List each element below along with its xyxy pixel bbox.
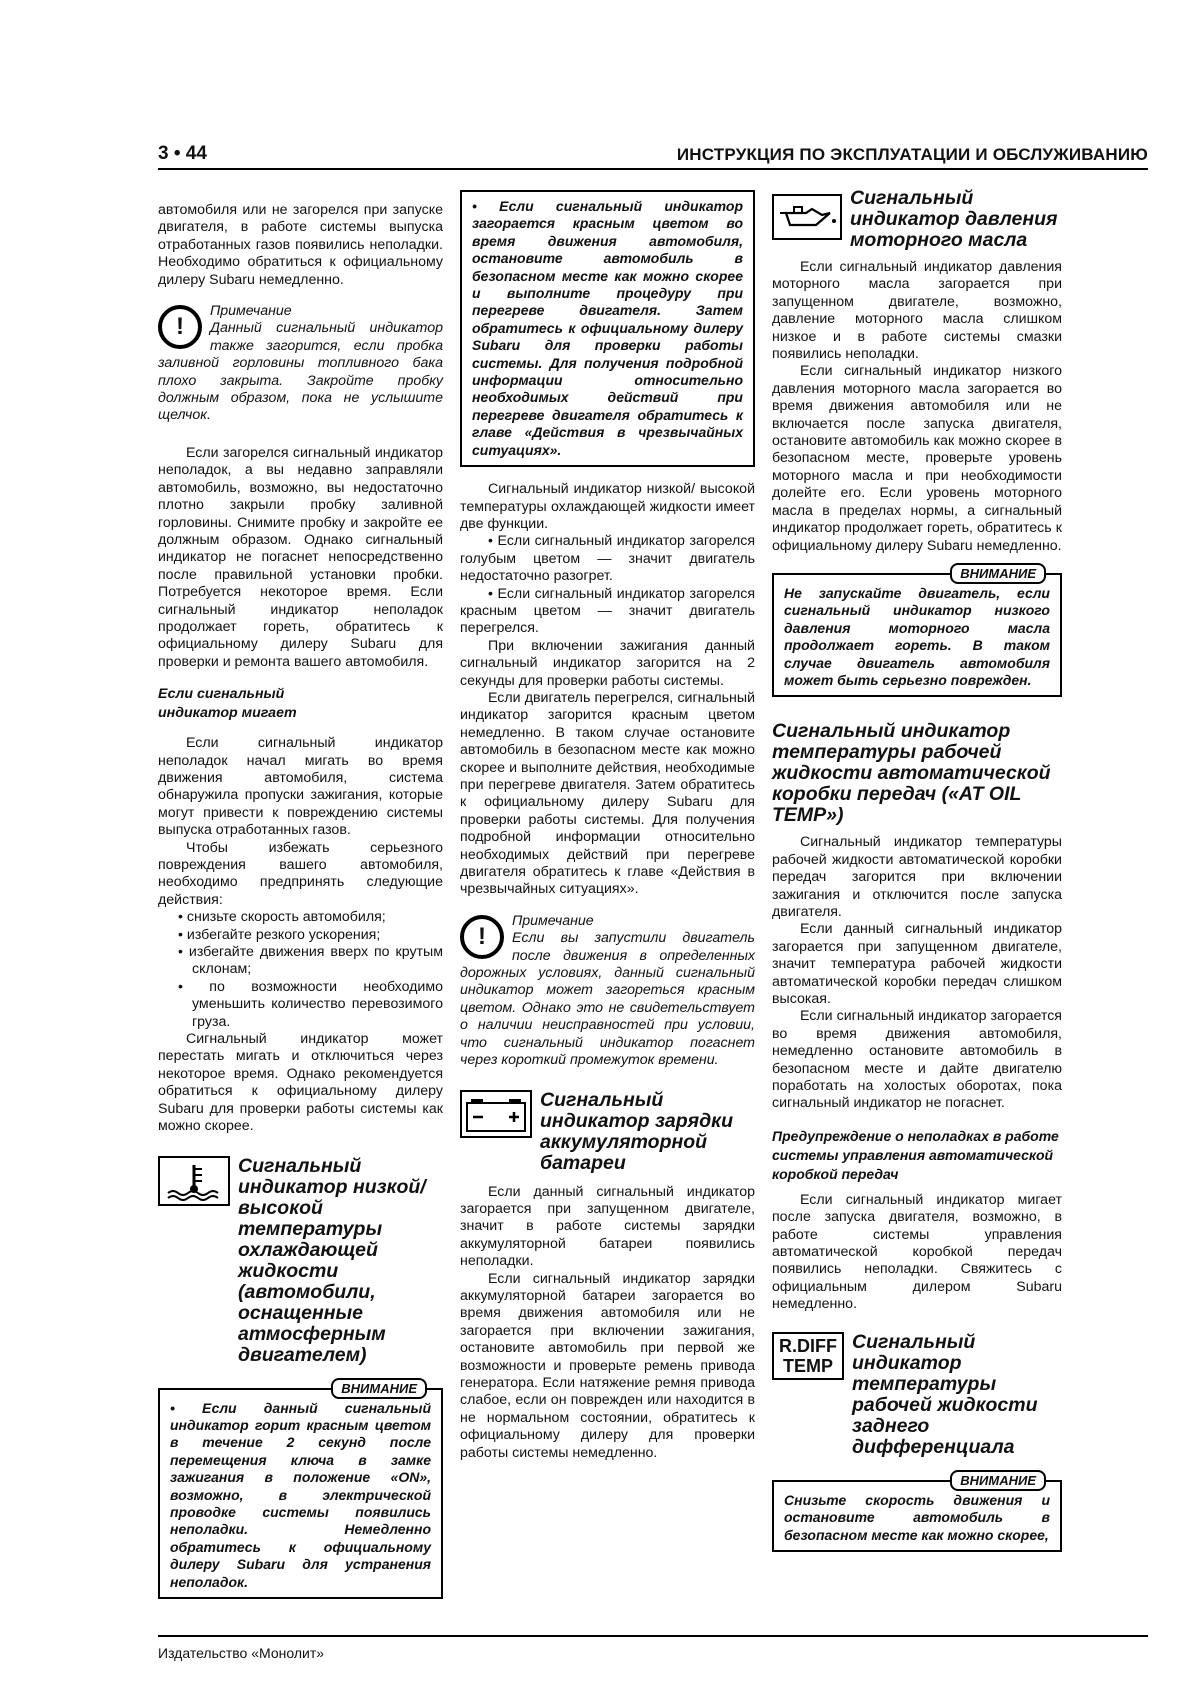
paragraph: Если сигнальный индикатор неполадок начал мигать во время движения автомобиля, система обнаружила пропуски зажигания, которые могут привести к повреждению системы выпуска отработанных газов. (158, 735, 443, 839)
paragraph: Если данный сигнальный индикатор загорается при запущенном двигателе, значит в работе системы зарядки аккумуляторной батареи появились неполадки. (460, 1183, 755, 1270)
subheading: Предупреждение о неполадках в работе системы управления автоматической коробкой передач (772, 1127, 1059, 1182)
icon-label: TEMP (782, 1355, 833, 1376)
coolant-temperature-icon (158, 1156, 230, 1206)
section-heading (460, 1090, 755, 1174)
note-title: Примечание (512, 912, 594, 929)
section-heading (772, 188, 1062, 251)
battery-icon (460, 1090, 532, 1138)
exclamation-note-icon: ! (158, 305, 202, 349)
section-heading (772, 1332, 1062, 1458)
note-text: Данный сигнальный индикатор также загорится, если пробка заливной горловины топливного бака плохо закрыта. Закройте пробку должным образом, пока не услышите щелчок. (158, 320, 443, 424)
note-block (460, 913, 755, 1070)
paragraph: Если сигнальный индикатор загорается во время движения автомобиля, немедленно остановите автомобиль в безопасном месте и дайте двигателю поработать на холостых оборотах, пока сигнальный индикатор не погаснет. (772, 1008, 1062, 1112)
paragraph: Если данный сигнальный индикатор загорается при запущенном двигателе, значит температура рабочей жидкости автоматической коробки передач слишком высокая. (772, 921, 1062, 1007)
exclamation-note-icon: ! (460, 915, 504, 959)
section-title: Сигнальный индикатор зарядки аккумуляторной батареи (540, 1088, 733, 1174)
oil-can-icon (772, 194, 842, 240)
rear-diff-temp-icon (772, 1332, 844, 1380)
section-title: Сигнальный индикатор температуры рабочей жидкости заднего дифференциала (852, 1330, 1038, 1458)
section-title: Сигнальный индикатор низкой/ высокой температуры охлаждающей жидкости (автомобили, оснащенные атмосферным двигателем) (238, 1154, 426, 1366)
warning-box (772, 565, 1062, 697)
paragraph: Сигнальный индикатор может перестать мигать и отключиться через некоторое время. Однако рекомендуется обратиться к официальному дилеру Subaru для проверки работы системы как можно скорее. (158, 1031, 443, 1135)
warning-text: Не запускайте двигатель, если сигнальный индикатор низкого давления моторного масла продолжает гореть. В таком случае двигатель автомобиля может быть серьезно поврежден. (784, 584, 1050, 688)
note-title: Примечание (210, 303, 292, 320)
list-item: • снизьте скорость автомобиля; (178, 909, 386, 926)
list-item: • избегайте движения вверх по крутым склонам; (178, 944, 443, 978)
warning-text: • Если данный сигнальный индикатор горит красным цветом в течение 2 секунд после перемещения ключа в замке зажигания в положение «ON», возможно, в электрической проводке системы появились неполадки. Немедленно обратитесь к официальному дилеру Subaru для устранения неполадок. (170, 1399, 431, 1590)
paragraph: Если двигатель перегрелся, сигнальный индикатор загорится красным цветом немедленно. В таком случае остановите автомобиль в безопасном месте как можно скорее и выполните действия, необходимые при перегреве двигателя. Затем обратитесь к официальному дилеру Subaru для проверки работы системы. Для получения подробной информации относительно необходимых действий при перегреве двигателя обратитесь к главе «Действия в чрезвычайных ситуациях». (460, 689, 755, 898)
warning-text: Снизьте скорость движения и остановите автомобиль в безопасном месте как можно скорее, (784, 1491, 1050, 1543)
note-block (158, 303, 443, 425)
warning-label: ВНИМАНИЕ (950, 563, 1046, 584)
warning-box (158, 1380, 443, 1599)
list-item: • избегайте резкого ускорения; (178, 926, 381, 943)
subheading-line: индикатор мигает (158, 705, 297, 722)
paragraph: • Если сигнальный индикатор загорелся красным цветом — значит двигатель перегрелся. (460, 585, 755, 637)
section-heading (158, 1156, 443, 1366)
paragraph: • Если сигнальный индикатор загорелся голубым цветом — значит двигатель недостаточно разогрет. (460, 533, 755, 585)
paragraph: Если сигнальный индикатор зарядки аккумуляторной батареи загорается во время движения автомобиля или не загорается при включении зажигания, остановите автомобиль при первой же возможности и проверьте ремень привода генератора. Если натяжение ремня привода слабое, если он поврежден или находится в не нормальном состоянии, обратитесь к официальному дилеру для проверки работы системы немедленно. (460, 1270, 755, 1461)
section-title: Сигнальный индикатор давления моторного масла (850, 187, 1058, 251)
warning-label: ВНИМАНИЕ (950, 1470, 1046, 1491)
paragraph: Если сигнальный индикатор давления моторного масла загорается при запущенном двигателе, возможно, давление моторного масла слишком низкое и в работе системы смазки появились неполадки. (772, 259, 1062, 363)
footer-divider (158, 1635, 1148, 1637)
column-1 (158, 202, 443, 1599)
running-title: ИНСТРУКЦИЯ ПО ЭКСПЛУАТАЦИИ И ОБСЛУЖИВАНИЮ (676, 145, 1148, 164)
subheading (158, 685, 443, 723)
subheading-line: Если сигнальный (158, 686, 285, 703)
page-number: 3 • 44 (158, 143, 207, 164)
paragraph: Чтобы избежать серьезного повреждения вашего автомобиля, необходимо предпринять следующие действия: (158, 839, 443, 908)
section-title: Сигнальный индикатор температуры рабочей жидкости автоматической коробки передач («AT OIL TEMP») (772, 720, 1051, 827)
warning-box (772, 1472, 1062, 1552)
column-3 (772, 188, 1062, 1552)
paragraph: Если сигнальный индикатор низкого давления моторного масла загорается во время движения автомобиля или не включается после запуска двигателя, остановите автомобиль как можно скорее в безопасном месте, проверьте уровень моторного масла и при необходимости долейте его. Если уровень моторного масла в пределах нормы, а сигнальный индикатор продолжает гореть, обратитесь к официальному дилеру Subaru немедленно. (772, 363, 1062, 554)
paragraph: При включении зажигания данный сигнальный индикатор загорится на 2 секунды для проверки работы системы. (460, 637, 755, 689)
warning-box (460, 190, 755, 467)
paragraph: Если сигнальный индикатор мигает после запуска двигателя, возможно, в работе системы управления автоматической коробкой передач появились неполадки. Свяжитесь с официальным дилером Subaru немедленно. (772, 1191, 1062, 1313)
note-text: Если вы запустили двигатель после движения в определенных дорожных условиях, данный сигнальный индикатор может загореться красным цветом. Однако это не свидетельствует о наличии неисправностей при условии, что сигнальный индикатор погаснет через короткий промежуток времени. (460, 930, 755, 1069)
paragraph: Если загорелся сигнальный индикатор неполадок, а вы недавно заправляли автомобиль, возможно, вы недостаточно плотно закрыли пробку заливной горловины. Снимите пробку и закройте ее должным образом. Однако сигнальный индикатор не погаснет непосредственно после правильной установки пробки. Потребуется некоторое время. Если сигнальный индикатор неполадок продолжает гореть, обратитесь к официальному дилеру Subaru для проверки и ремонта вашего автомобиля. (158, 444, 443, 670)
page-header (158, 142, 1148, 170)
paragraph: Сигнальный индикатор низкой/ высокой температуры охлаждающей жидкости имеет две функции. (460, 481, 755, 532)
icon-label: R.DIFF (779, 1335, 837, 1356)
paragraph: автомобиля или не загорелся при запуске двигателя, в работе системы выпуска отработанных газов появились неполадки. Необходимо обратиться к официальному дилеру Subaru немедленно. (158, 202, 443, 288)
paragraph: Сигнальный индикатор температуры рабочей жидкости автоматической коробки передач загорится при включении зажигания и отключится после запуска двигателя. (772, 834, 1062, 920)
warning-label: ВНИМАНИЕ (331, 1378, 427, 1399)
list-item: • по возможности необходимо уменьшить количество перевозимого груза. (178, 978, 443, 1030)
publisher: Издательство «Монолит» (158, 1645, 325, 1661)
column-2 (460, 190, 755, 1462)
warning-text: • Если сигнальный индикатор загорается красным цветом во время движения автомобиля, остановите автомобиль в безопасном месте как можно скорее и выполните процедуру при перегреве двигателя. Затем обратитесь к официальному дилеру Subaru для проверки работы системы. Для получения подробной информации относительно необходимых действий при перегреве двигателя обратитесь к главе «Действия в чрезвычайных ситуациях». (472, 198, 743, 458)
